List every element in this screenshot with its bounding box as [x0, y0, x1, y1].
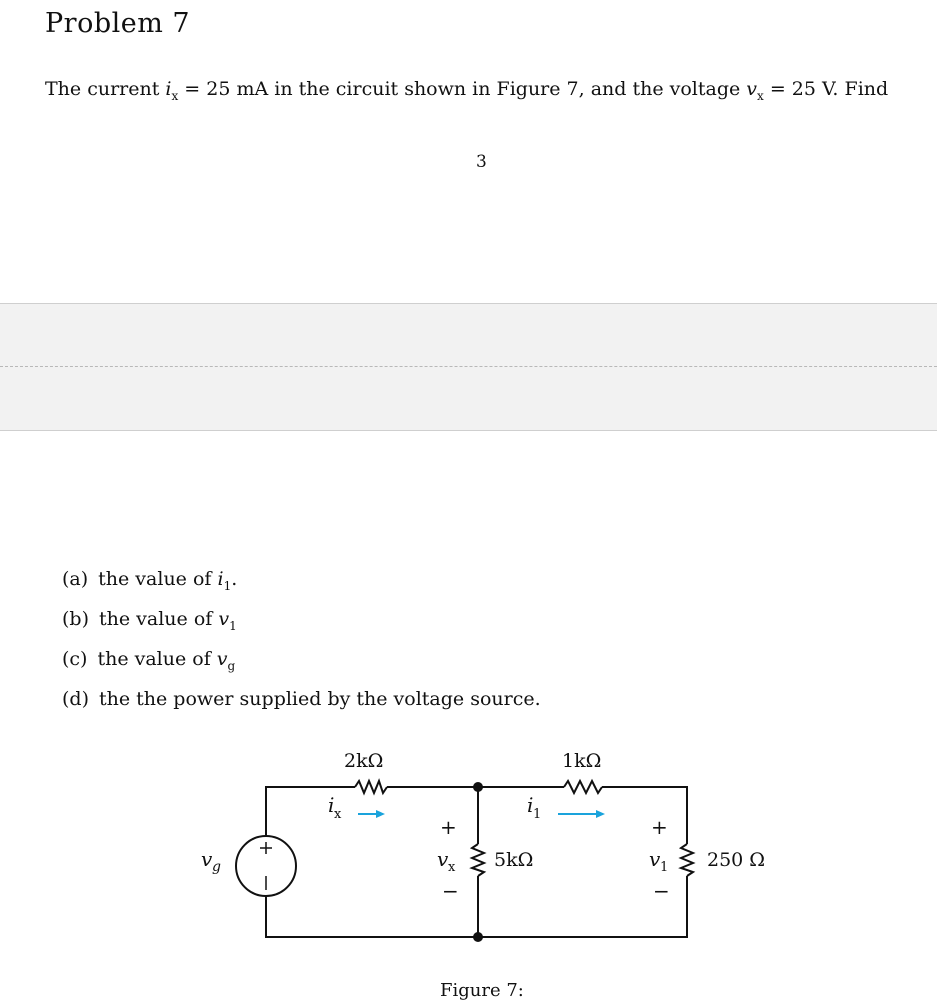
i1-arrow	[558, 810, 605, 818]
circuit-diagram	[0, 740, 937, 1008]
part-a-text: the value of	[98, 568, 218, 590]
i1-label-subscript: 1	[533, 807, 542, 822]
resistor-5k-label: 5kΩ	[494, 849, 534, 871]
wire-top-right-b	[602, 787, 687, 844]
node-top-mid	[473, 782, 483, 792]
problem-statement	[45, 78, 888, 103]
ix-symbol: i	[165, 78, 172, 100]
v1-plus: +	[651, 815, 668, 839]
node-bottom-mid	[473, 932, 483, 942]
vx-symbol: v	[746, 78, 758, 100]
part-b	[62, 608, 541, 648]
v1-minus: −	[653, 879, 670, 903]
part-b-symbol: v	[218, 608, 230, 630]
part-d	[62, 688, 541, 728]
question-parts	[62, 568, 541, 728]
part-c-symbol: v	[216, 648, 228, 670]
vg-subscript: g	[212, 859, 221, 875]
vx-subscript: x	[757, 88, 764, 103]
i1-label-symbol: i	[527, 793, 534, 817]
page-break-gap	[0, 303, 937, 431]
part-b-subscript: 1	[229, 618, 237, 633]
part-c	[62, 648, 541, 688]
page-number: 3	[476, 152, 487, 172]
part-d-text: the the power supplied by the voltage source.	[99, 688, 541, 710]
resistor-250-label: 250 Ω	[707, 849, 766, 871]
ix-label-symbol: i	[328, 793, 335, 817]
part-c-subscript: g	[227, 658, 236, 673]
figure-caption: Figure 7:	[440, 980, 524, 1001]
ix-label-subscript: x	[334, 807, 342, 822]
vx-label-subscript: x	[448, 860, 456, 875]
part-a-suffix: .	[231, 568, 238, 590]
v1-label-subscript: 1	[660, 860, 669, 875]
part-a-symbol: i	[217, 568, 224, 590]
problem-title: Problem 7	[45, 8, 191, 39]
ix-arrow	[358, 810, 385, 818]
statement-prefix: The current	[45, 78, 166, 100]
resistor-1k	[564, 781, 602, 793]
vx-plus: +	[440, 815, 457, 839]
vx-minus: −	[442, 879, 459, 903]
part-b-text: the value of	[99, 608, 219, 630]
vx-label-symbol: v	[437, 847, 449, 871]
resistor-5k	[472, 844, 484, 876]
page-break-dashed-line	[0, 366, 937, 367]
resistor-2k	[355, 781, 387, 793]
vg-symbol: v	[201, 847, 213, 871]
ix-value: = 25 mA in the circuit shown in Figure 7, and the voltage	[178, 78, 747, 100]
part-a-label: (a)	[62, 568, 89, 590]
part-d-label: (d)	[62, 688, 89, 710]
vx-value: = 25 V. Find	[763, 78, 889, 100]
ix-subscript: x	[171, 88, 179, 103]
v1-label-symbol: v	[649, 847, 661, 871]
part-a-subscript: 1	[223, 578, 232, 593]
part-c-text: the value of	[97, 648, 217, 670]
part-c-label: (c)	[62, 648, 88, 670]
part-a	[62, 568, 541, 608]
resistor-1k-label: 1kΩ	[562, 750, 602, 772]
resistor-2k-label: 2kΩ	[344, 750, 384, 772]
part-b-label: (b)	[62, 608, 89, 630]
resistor-250	[681, 844, 693, 876]
